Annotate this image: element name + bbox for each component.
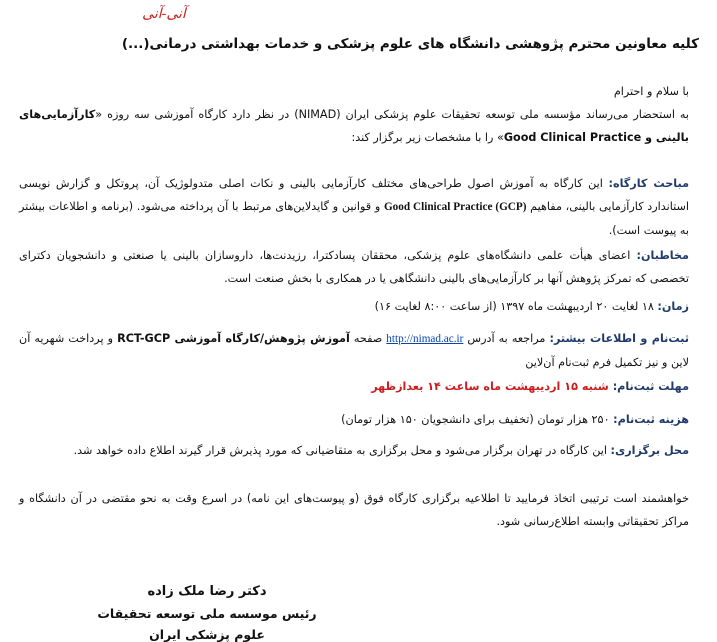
registration-text-after: و پرداخت شهریه آن لاین و نیز تکمیل فرم ثبت‌نام آن‌لاین — [19, 332, 689, 369]
deadline-text: شنبه ۱۵ اردیبهشت ماه ساعت ۱۴ بعدازظهر — [371, 380, 613, 393]
deadline-paragraph — [19, 375, 689, 398]
time-label: زمان: — [657, 300, 689, 313]
intro-paragraph — [19, 103, 689, 149]
deadline-label: مهلت ثبت‌نام: — [612, 380, 689, 393]
nimad-link[interactable]: http://nimad.ac.ir — [386, 333, 464, 345]
topics-paragraph — [19, 172, 689, 242]
fee-paragraph — [19, 408, 689, 431]
registration-label: ثبت‌نام و اطلاعات بیشتر: — [549, 332, 689, 345]
topics-text-before: این کارگاه به آموزش اصول طراحی‌های مختلف کارآزمایی بالینی و نکات اصلی متدولوژیک آن، پروتکل و گزارش نویسی استاندارد کارآزمایی بالینی، مفاهیم — [19, 177, 689, 213]
audience-label: مخاطبان: — [636, 249, 689, 262]
signatory-name: دکتر رضا ملک زاده — [147, 584, 267, 599]
registration-paragraph — [19, 327, 689, 374]
signatory-role-cont: علوم پزشکی ایران — [149, 627, 265, 642]
closing-paragraph — [19, 487, 689, 533]
workshop-title: کارآزمایی‌های بالینی و Good Clinical Practice — [19, 108, 689, 144]
venue-label: محل برگزاری: — [610, 444, 689, 457]
closing-text: خواهشمند است ترتیبی اتخاذ فرمایید تا اطلاعیه برگزاری کارگاه فوق (و پیوست‌های این نامه) در اسرع وقت به نحو مقتضی در آن دانشگاه و مراکز تحقیقاتی وابسته اطلاع‌رسانی شود. — [19, 492, 689, 528]
registration-page-name: آموزش پژوهش/کارگاه آموزشی RCT-GCP — [117, 332, 350, 345]
greeting-text: با سلام و احترام — [613, 85, 689, 98]
venue-text: این کارگاه در تهران برگزار می‌شود و محل برگزاری به متقاضیانی که مورد پذیرش قرار گیرند اطلاع داده خواهد شد. — [73, 444, 611, 457]
audience-paragraph — [19, 244, 689, 290]
urgency-stamp: آنی-آنی — [142, 6, 186, 22]
greeting — [19, 80, 689, 103]
time-paragraph — [19, 295, 689, 318]
topics-label: مباحث کارگاه: — [608, 177, 689, 190]
venue-paragraph — [19, 439, 689, 462]
intro-text-after: » را با مشخصات زیر برگزار کند: — [351, 131, 504, 144]
registration-text-before: مراجعه به آدرس — [463, 332, 550, 345]
time-text: ۱۸ لغایت ۲۰ اردیبهشت ماه ۱۳۹۷ (از ساعت ۸:۰۰ لغایت ۱۶) — [374, 300, 658, 313]
registration-text-middle: صفحه — [349, 332, 387, 345]
audience-text: اعضای هیأت علمی دانشگاه‌های علوم پزشکی، محققان پسادکترا، رزیدنت‌ها، داروسازان بالینی یا صنعتی و دانشجویان دکترای تخصصی که تمرکز پژوهش آنها بر کارآزمایی‌های بالینی دانشگاهی یا در همکاری با بخش صنعت است. — [19, 249, 689, 285]
fee-text: ۲۵۰ هزار تومان (تخفیف برای دانشجویان ۱۵۰ هزار تومان) — [341, 413, 614, 426]
topics-text-after: و قوانین و گایدلاین‌های مرتبط با آن پرداخته می‌شود. (برنامه و اطلاعات بیشتر به پیوست است). — [19, 200, 689, 237]
signatory-role: رئیس موسسه ملی توسعه تحقیقات — [97, 606, 317, 621]
gcp-term: Good Clinical Practice (GCP) — [383, 201, 527, 213]
fee-label: هزینه ثبت‌نام: — [613, 413, 689, 426]
letter-title: کلیه معاونین محترم پژوهشی دانشگاه های علوم پزشکی و خدمات بهداشتی درمانی(...) — [121, 36, 699, 52]
intro-text-before: به استحضار می‌رساند مؤسسه ملی توسعه تحقیقات علوم پزشکی ایران (NIMAD) در نظر دارد کارگاه آموزشی سه روزه « — [95, 108, 690, 121]
